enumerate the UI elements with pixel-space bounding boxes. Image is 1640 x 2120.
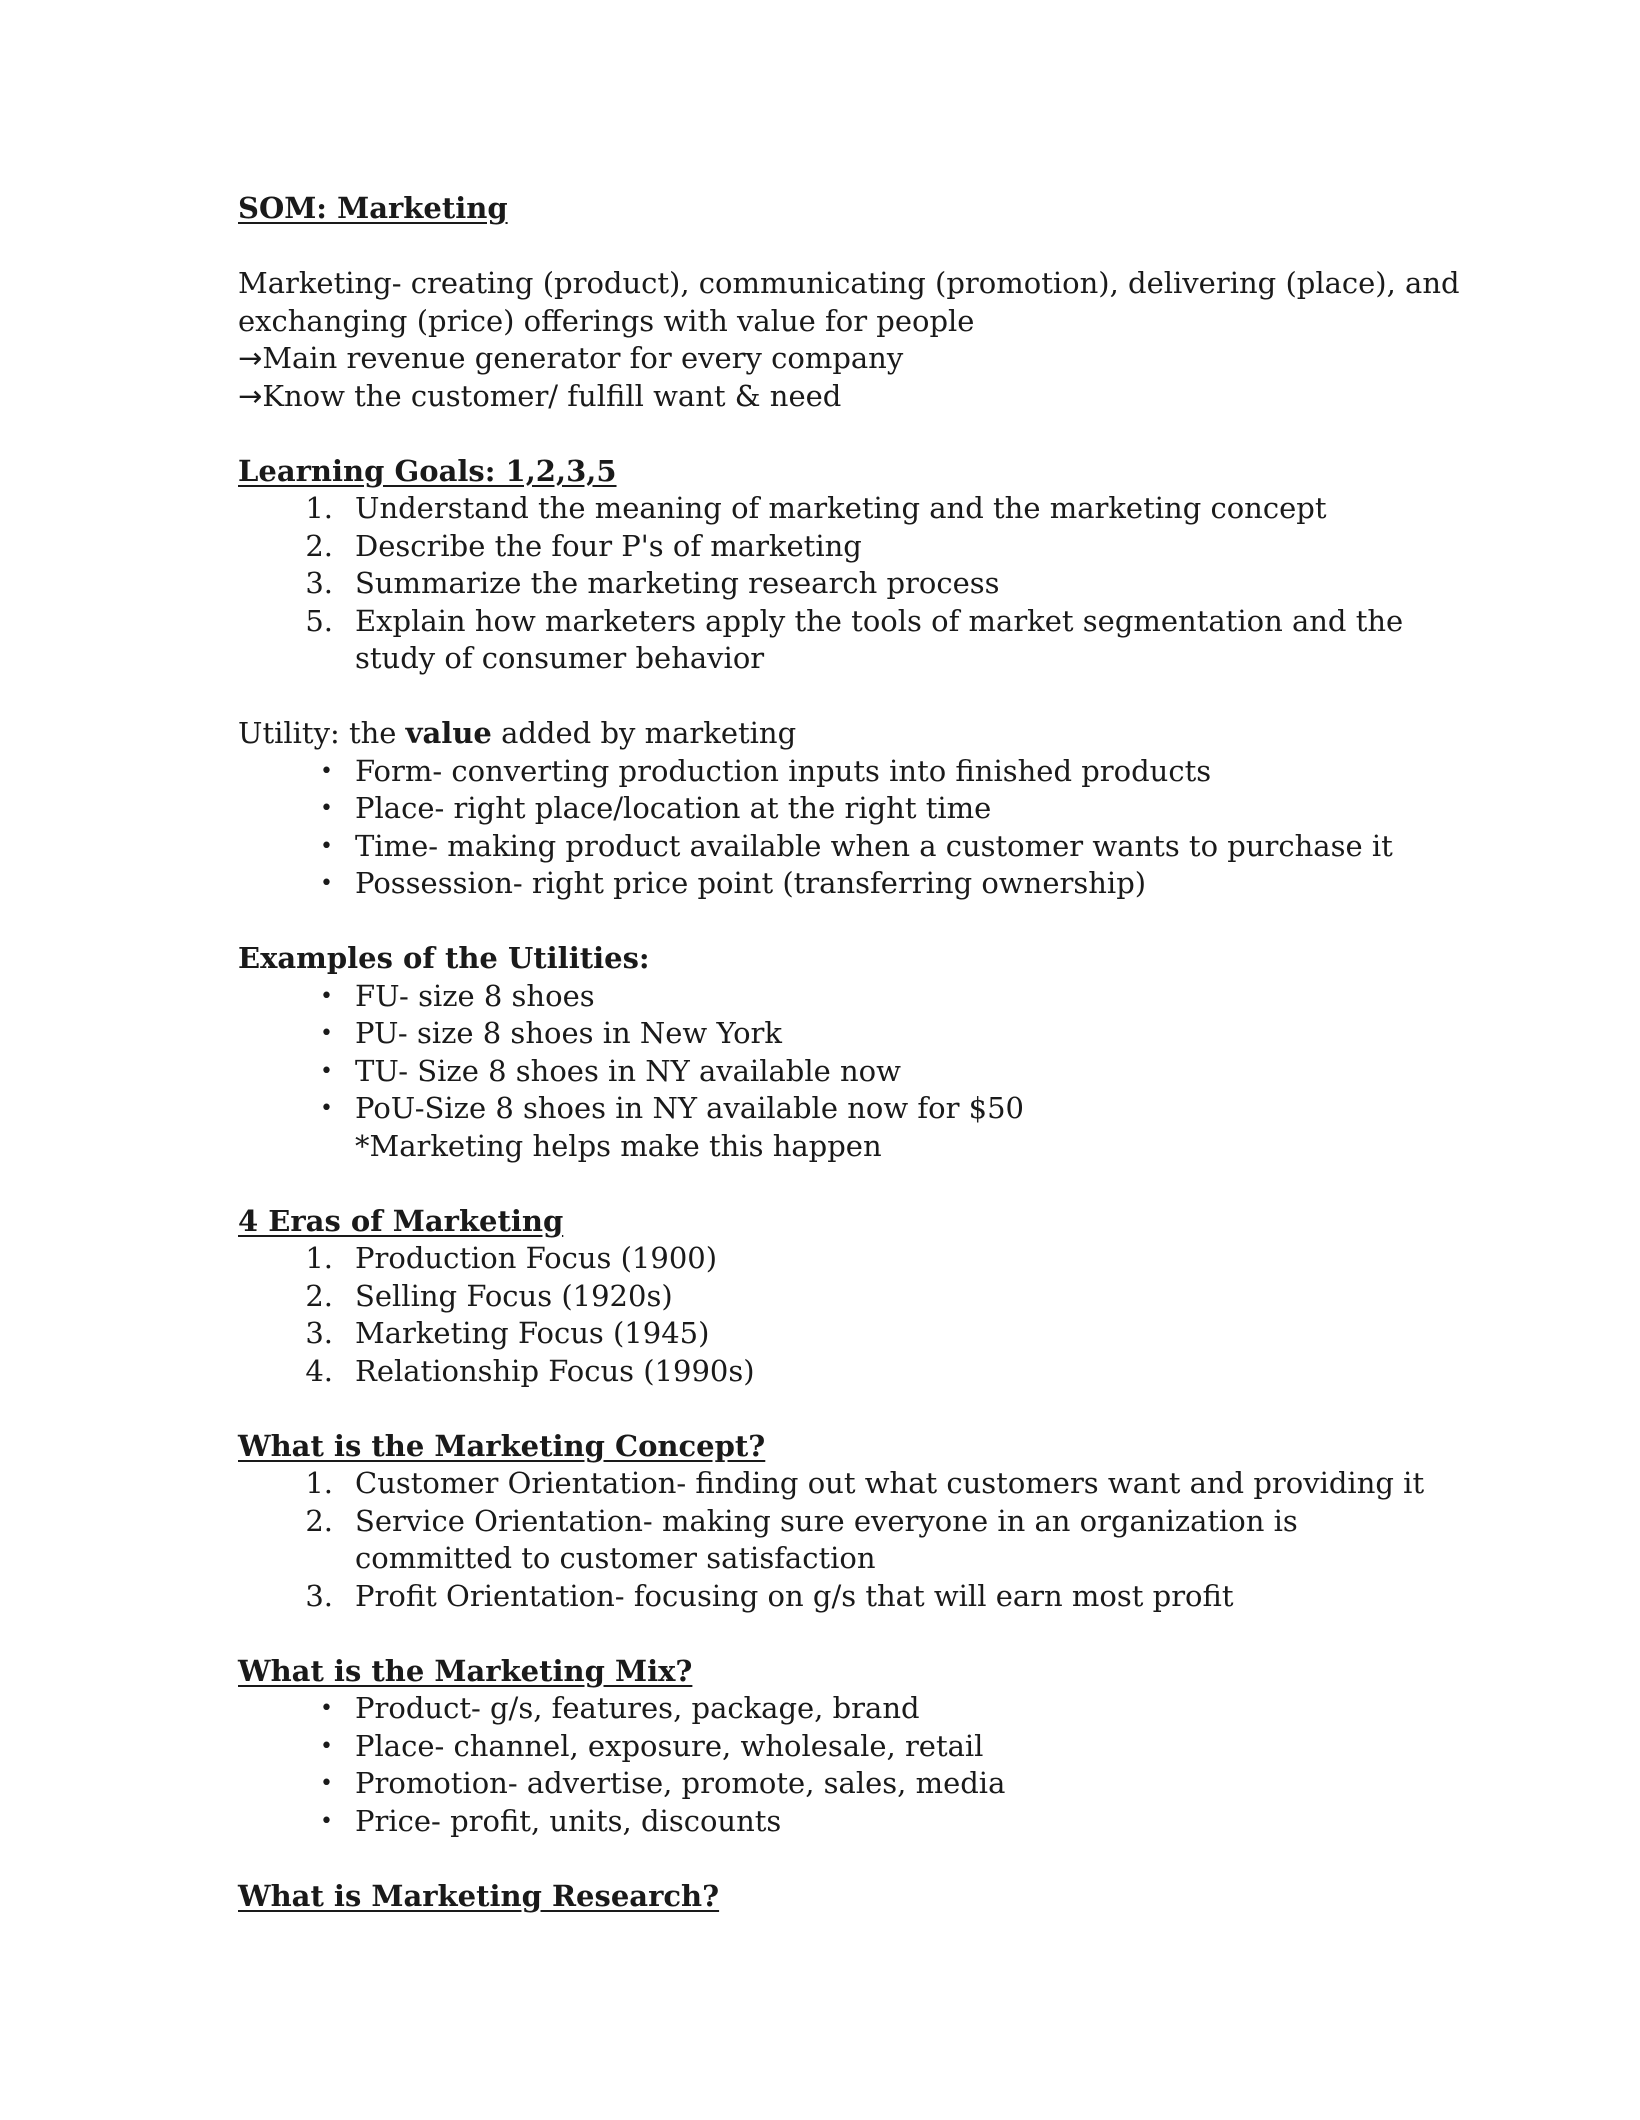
list-item: 2. Describe the four P's of marketing (305, 528, 862, 563)
list-item: • Possession- right price point (transferring ownership) (238, 865, 1438, 903)
bullet-icon: • (320, 871, 333, 896)
bullet-icon: • (320, 796, 333, 821)
arrow-icon: → (238, 341, 263, 375)
list-item: • Place- channel, exposure, wholesale, retail (238, 1728, 1438, 1766)
learning-goals-heading: Learning Goals: 1,2,3,5 (238, 453, 617, 488)
list-item: 1. Production Focus (1900) (305, 1241, 718, 1275)
definition-line-1: Marketing- creating (product), communicating (promotion), delivering (place), and (238, 266, 1460, 300)
definition-line-2: exchanging (price) offerings with value for people (238, 303, 975, 338)
list-item: • PoU-Size 8 shoes in NY available now for $50 (238, 1090, 1438, 1128)
bullet-icon: • (320, 1058, 333, 1084)
list-item: • Promotion- advertise, promote, sales, media (238, 1765, 1438, 1803)
examples-note: *Marketing helps make this happen (355, 1128, 882, 1163)
list-item: 2. Selling Focus (1920s) (305, 1278, 673, 1313)
document-title: SOM: Marketing (238, 191, 508, 225)
utility-definition: Utility: the value added by marketing (238, 716, 797, 750)
examples-heading: Examples of the Utilities: (238, 941, 650, 975)
arrow-point-2: →Know the customer/ fulfill want & need (238, 378, 842, 413)
list-item: 2. Service Orientation- making sure everyone in an organization is committed to customer satisfaction (305, 1503, 1298, 1575)
arrow-icon: → (238, 378, 263, 413)
bullet-icon: • (320, 833, 333, 859)
list-item: 4. Relationship Focus (1990s) (305, 1353, 755, 1388)
list-item: • Place- right place/location at the right time (238, 790, 1438, 828)
bullet-icon: • (320, 1021, 333, 1046)
list-item: 3. Summarize the marketing research process (305, 566, 1000, 600)
bullet-icon: • (320, 1808, 333, 1834)
list-item: 1. Customer Orientation- finding out what customers want and providing it (305, 1466, 1425, 1500)
bullet-icon: • (320, 1771, 333, 1796)
list-item: 3. Marketing Focus (1945) (305, 1316, 710, 1350)
list-item: • Form- converting production inputs into finished products (238, 753, 1438, 791)
list-item: 5. Explain how marketers apply the tools of market segmentation and the study of consumer behavior (305, 603, 1404, 675)
arrow-point-1: →Main revenue generator for every company (238, 341, 904, 375)
mix-heading: What is the Marketing Mix? (238, 1653, 693, 1688)
document-page (238, 190, 1460, 1915)
list-item: • Time- making product available when a customer wants to purchase it (238, 828, 1438, 866)
eras-heading: 4 Eras of Marketing (238, 1203, 564, 1238)
list-item: • Product- g/s, features, package, brand (238, 1690, 1438, 1728)
research-heading: What is Marketing Research? (238, 1878, 720, 1913)
list-item: • TU- Size 8 shoes in NY available now (238, 1053, 1438, 1091)
bullet-icon: • (320, 758, 333, 784)
list-item: 1. Understand the meaning of marketing and the marketing concept (305, 491, 1327, 525)
bullet-icon: • (320, 1733, 333, 1759)
list-item: • FU- size 8 shoes (238, 978, 1438, 1016)
concept-heading: What is the Marketing Concept? (238, 1428, 766, 1463)
bullet-icon: • (320, 1096, 333, 1121)
list-item: 3. Profit Orientation- focusing on g/s that will earn most profit (305, 1578, 1234, 1613)
list-item: • Price- profit, units, discounts (238, 1803, 1438, 1841)
bullet-icon: • (320, 983, 333, 1009)
list-item: • PU- size 8 shoes in New York (238, 1015, 1438, 1053)
bullet-icon: • (320, 1696, 333, 1721)
